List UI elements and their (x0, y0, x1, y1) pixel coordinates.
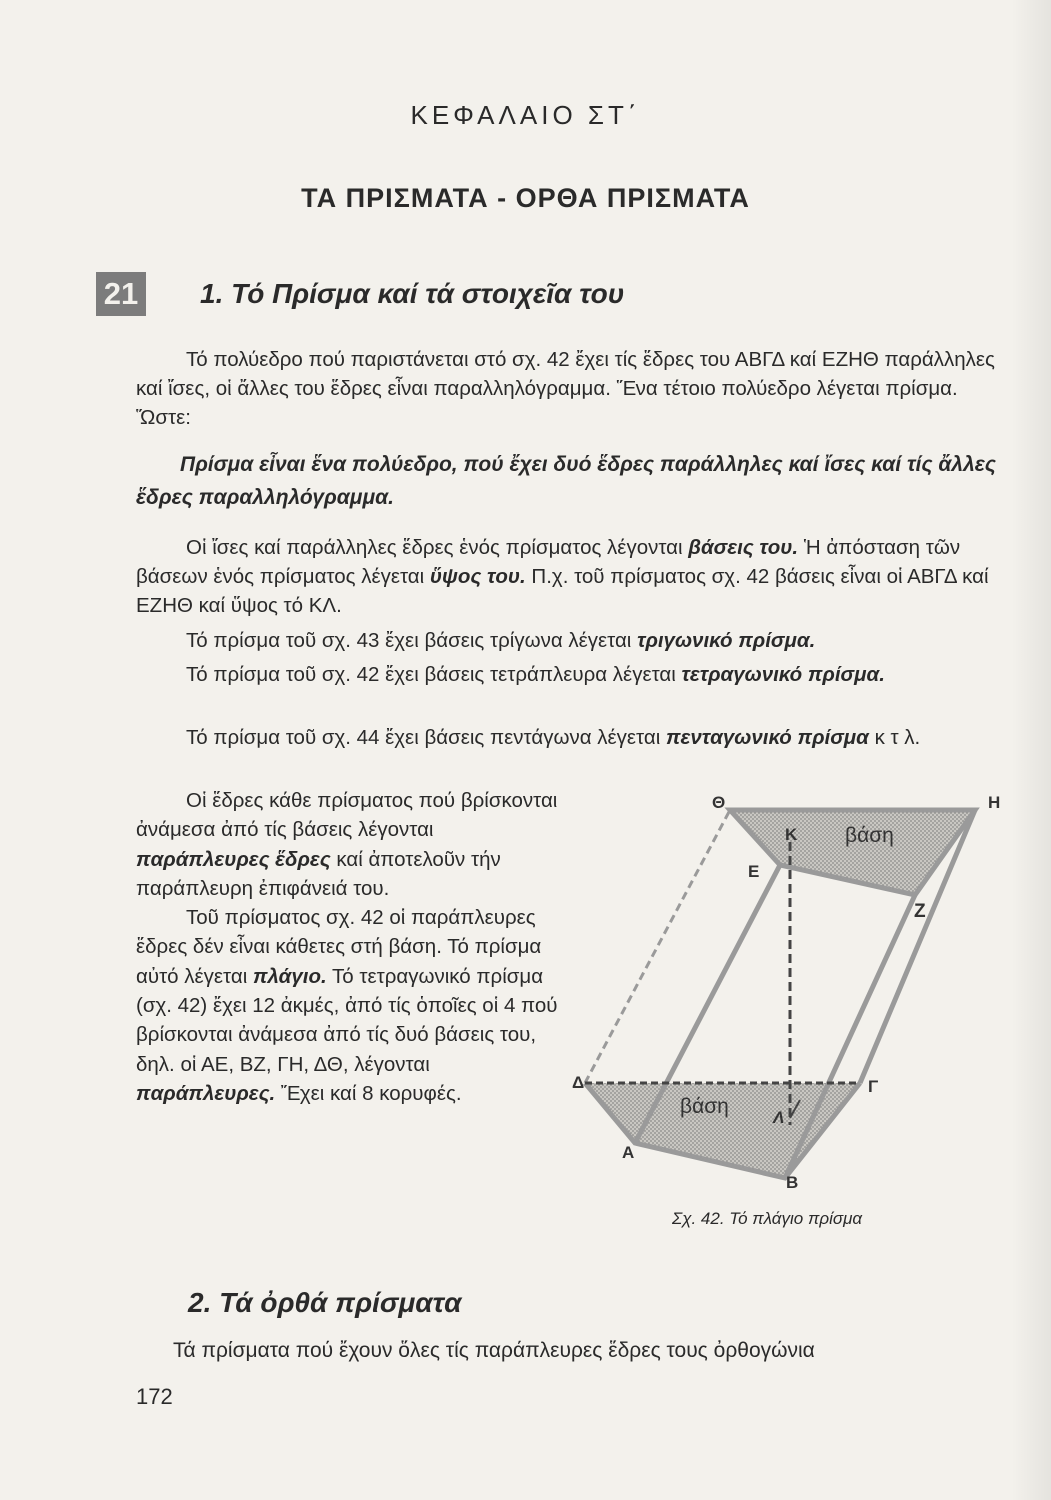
label-beta: Β (786, 1173, 799, 1192)
left-p1-c: καί ἀποτελοῦν τήν παράπλευρη ἐπιφάνειά του. (136, 847, 501, 900)
page-number: 172 (136, 1384, 173, 1409)
label-theta: Θ (712, 793, 726, 812)
para2-text-a: Οἱ ἴσες καί παράλληλες ἕδρες ἑνός πρίσματος λέγονται (186, 536, 689, 559)
left-p2-c: Τό τετραγωνικό πρίσμα (σχ. 42) ἔχει 12 ἀκμές, ἀπό τίς ὁποῖες οἱ 4 πού βρίσκονται ἀνάμεσα ἀπό τίς δυό βάσεις του, δηλ. οἱ ΑΕ, ΒΖ, ΓΗ, ΔΘ, λέγονται (136, 964, 558, 1076)
chapter-title: ΤΑ ΠΡΙΣΜΑΤΑ - ΟΡΘΑ ΠΡΙΣΜΑΤΑ (301, 183, 750, 213)
label-epsilon: Ε (748, 862, 760, 881)
para5-text: Τό πρίσμα τοῦ σχ. 44 ἔχει βάσεις πεντάγωνα λέγεται (186, 726, 666, 749)
page-edge-shadow (1011, 0, 1051, 1500)
term-height: ὕψος του. (429, 565, 526, 588)
label-zeta: Ζ (914, 901, 926, 922)
label-eta: Η (988, 793, 1001, 812)
left-p2-e: Ἔχει καί 8 κορυφές. (275, 1081, 462, 1105)
top-base-label: βάση (845, 824, 894, 847)
section-heading: 1. Τό Πρίσμα καί τά στοιχεῖα του (200, 278, 625, 309)
paragraph-pentagonal (136, 723, 996, 752)
paragraph-intro: Τό πολύεδρο πού παριστάνεται στό σχ. 42 ἔχει τίς ἕδρες του ΑΒΓΔ καί ΕΖΗΘ παράλληλες καί ἴσες, οἱ ἄλλες του ἕδρες εἶναι παραλληλόγραμμα. Ἕνα τέτοιο πολύεδρο λέγεται πρίσμα. Ὥστε: (136, 348, 995, 429)
figure-caption: Σχ. 42. Τό πλάγιο πρίσμα (672, 1209, 863, 1228)
left-column-text (136, 786, 566, 1108)
left-p1-a: Οἱ ἕδρες κάθε πρίσματος πού βρίσκονται ἀνάμεσα ἀπό τίς βάσεις λέγονται (136, 789, 558, 842)
paragraph-quadrangular (136, 660, 996, 689)
para3-text: Τό πρίσμα τοῦ σχ. 43 ἔχει βάσεις τρίγωνα λέγεται (186, 629, 638, 652)
label-kappa: Κ (785, 825, 798, 844)
section2-text: Τά πρίσματα πού ἔχουν ὅλες τίς παράπλευρες ἕδρες τους ὀρθογώνια (173, 1339, 815, 1362)
edge-DTheta (585, 810, 730, 1083)
label-delta: Δ (572, 1073, 585, 1092)
paragraph-oblique (136, 903, 566, 1108)
term-oblique: πλάγιο. (252, 964, 327, 988)
top-base-face (730, 810, 975, 895)
para2-text-e: Π.χ. τοῦ πρίσματος σχ. 42 βάσεις εἶναι οἱ ΑΒΓΔ καί ΕΖΗΘ καί ὕψος τό ΚΛ. (136, 565, 989, 617)
label-alpha: Α (622, 1143, 635, 1162)
section2-heading: 2. Τά ὀρθά πρίσματα (188, 1287, 462, 1318)
paragraph-triangular (136, 626, 996, 655)
term-triangular-prism: τριγωνικό πρίσμα. (637, 629, 816, 652)
term-lateral-faces: παράπλευρες ἕδρες (136, 847, 331, 871)
term-bases: βάσεις του. (688, 536, 799, 559)
term-quadrangular-prism: τετραγωνικό πρίσμα. (681, 663, 885, 686)
left-p2-a: Τοῦ πρίσματος σχ. 42 οἱ παράπλευρες ἕδρες δέν εἶναι κάθετες στή βάση. Τό πρίσμα αὐτό λέγεται (136, 906, 542, 988)
paragraph-bases-height (136, 533, 996, 620)
label-gamma: Γ (868, 1077, 879, 1096)
paragraph-lateral-faces (136, 786, 566, 903)
label-lambda: Λ (773, 1108, 785, 1127)
para2-text-c: Ἡ ἀπόσταση τῶν βάσεων ἑνός πρίσματος λέγεται (136, 536, 961, 588)
prism-figure (570, 780, 1030, 1200)
section-number-badge: 21 (96, 272, 146, 316)
prism-definition: Πρίσμα εἶναι ἕνα πολύεδρο, πού ἔχει δυό ἕδρες παράλληλες καί ἴσες καί τίς ἄλλες ἕδρες παραλληλόγραμμα. (136, 453, 996, 509)
chapter-label: ΚΕΦΑΛΑΙΟ ΣΤ΄ (410, 100, 641, 130)
term-pentagonal-prism: πενταγωνικό πρίσμα (665, 726, 869, 749)
edge-BZ (785, 895, 915, 1178)
bottom-base-label: βάση (680, 1095, 729, 1118)
term-lateral-edges: παράπλευρες. (136, 1081, 276, 1105)
para4-text: Τό πρίσμα τοῦ σχ. 42 ἔχει βάσεις τετράπλευρα λέγεται (186, 663, 682, 686)
para5-text-end: κ τ λ. (868, 726, 921, 749)
